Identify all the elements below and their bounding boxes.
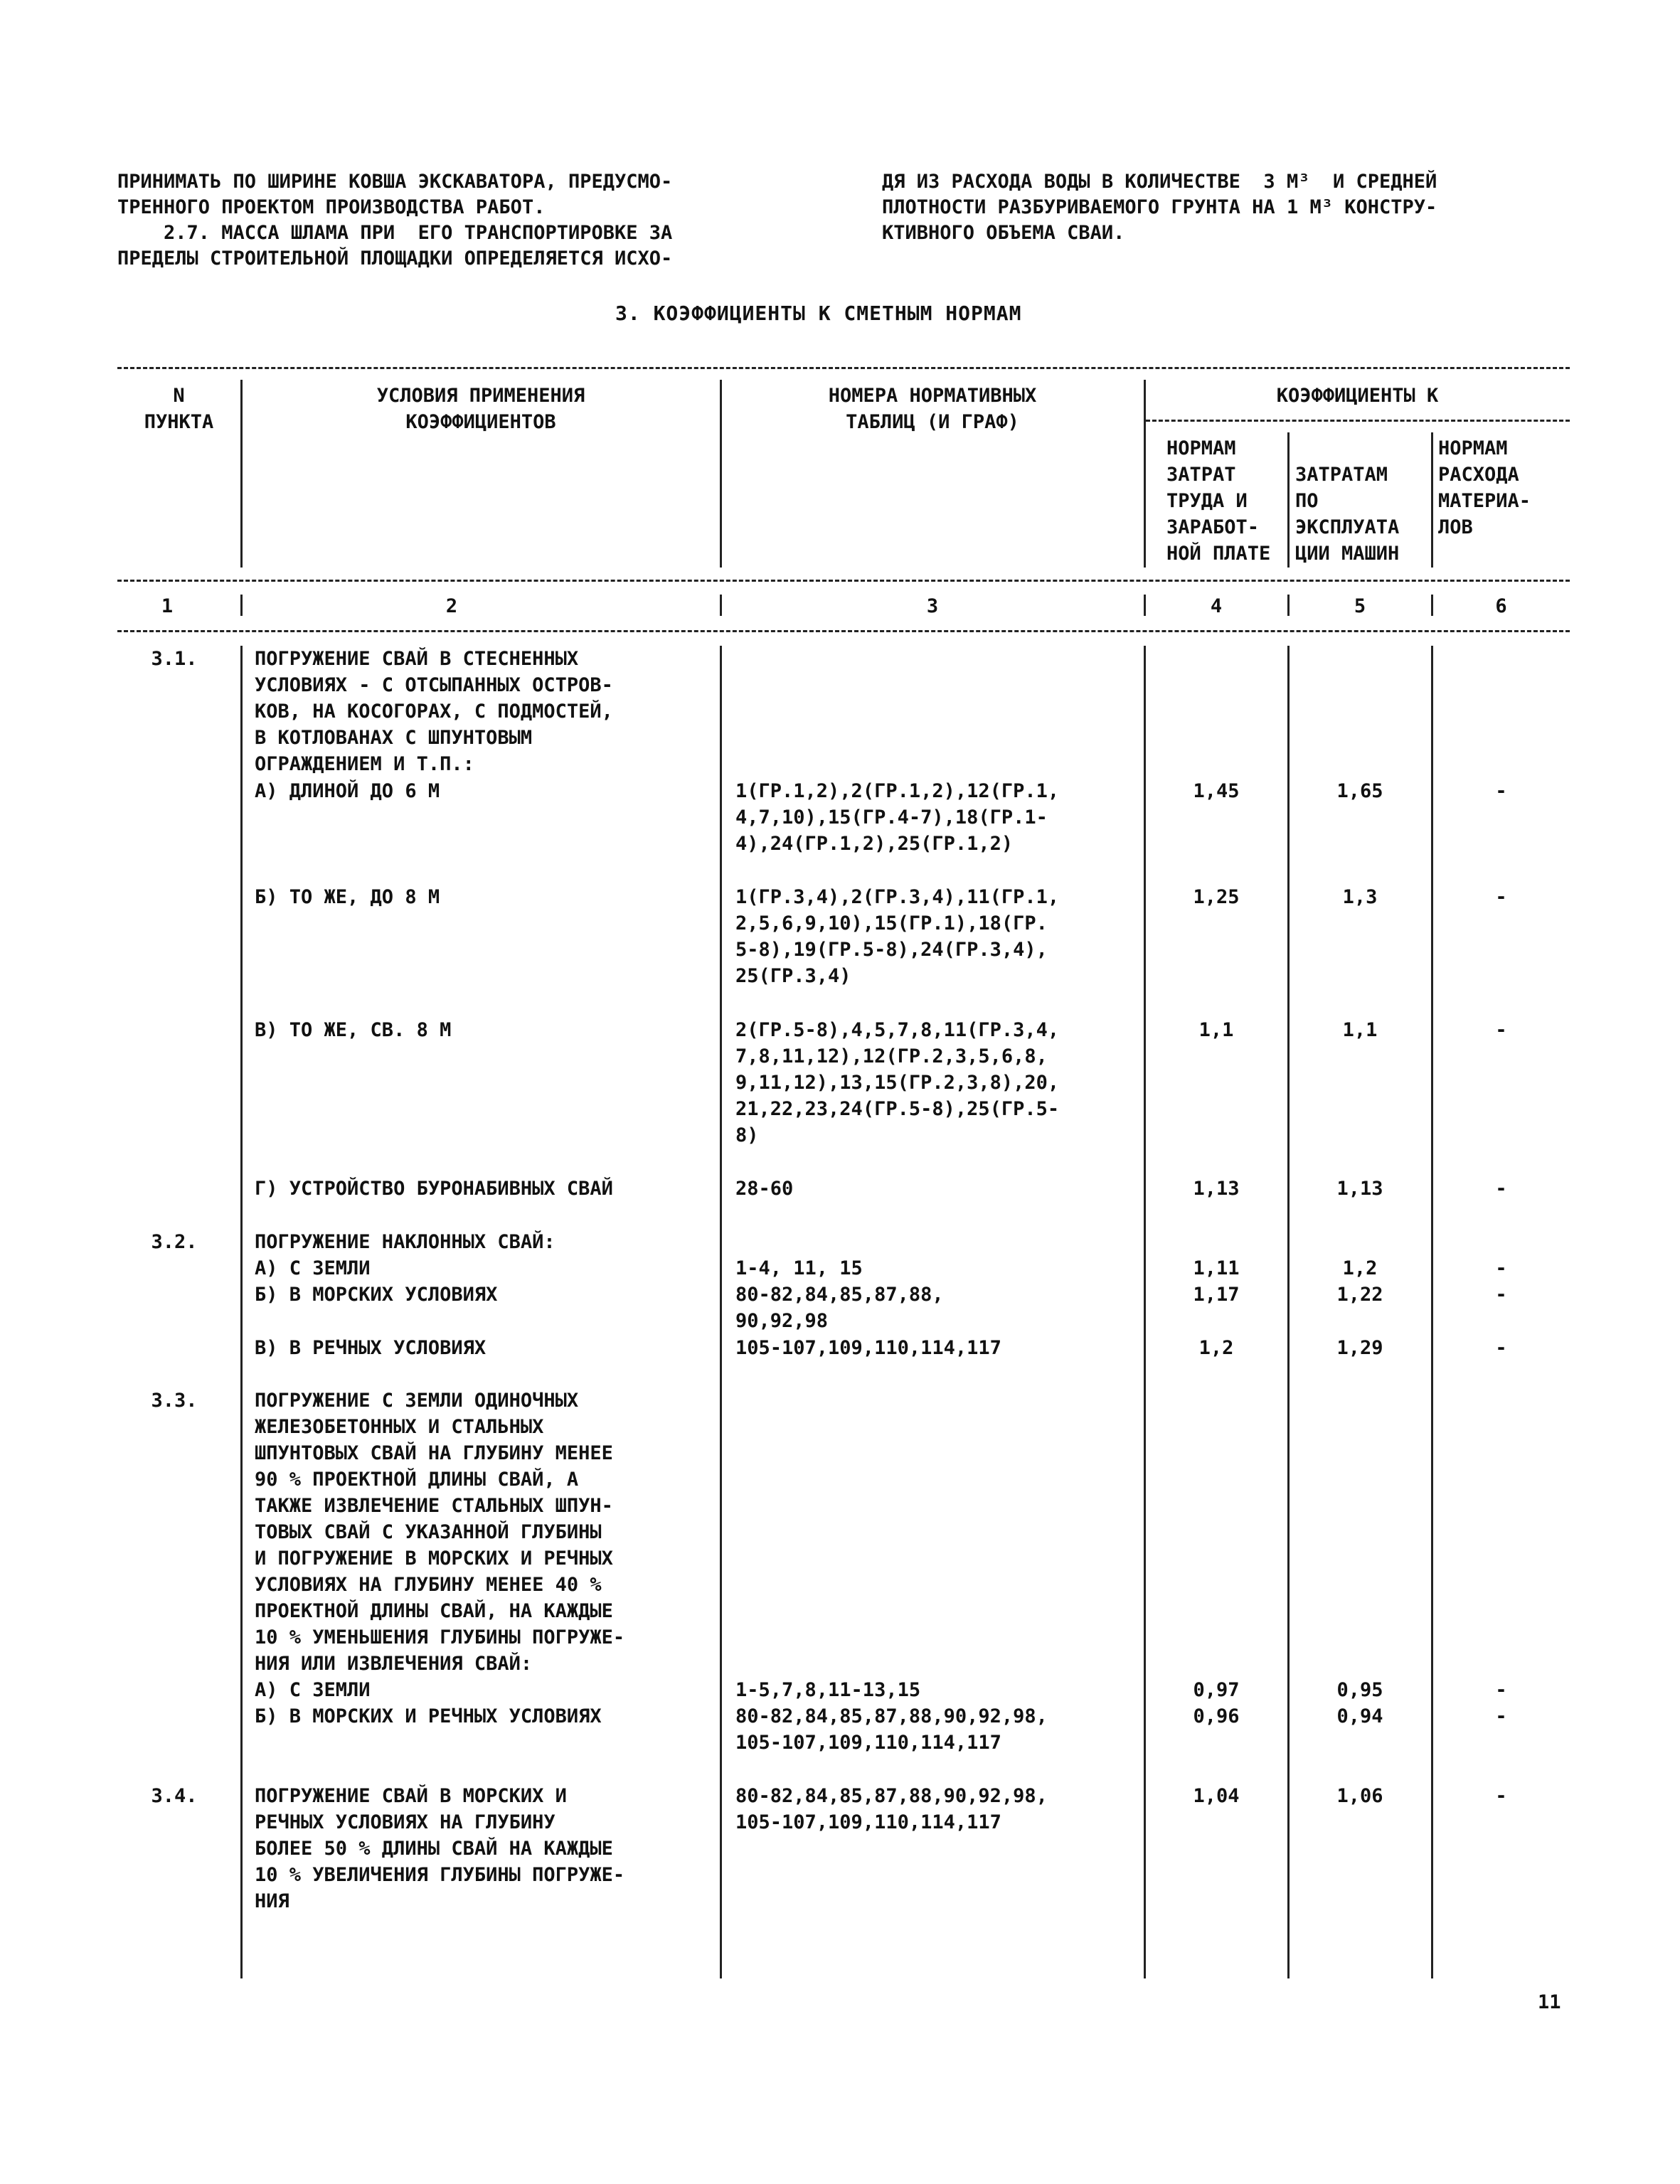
row-tables: 105-107,109,110,114,117 [735,1337,1001,1359]
header-item-number: N ПУНКТА [144,385,214,433]
row-condition: В) ТО ЖЕ, СВ. 8 М [255,1019,452,1041]
body-divider-4 [1287,646,1290,1978]
intro-right-text: ДЯ ИЗ РАСХОДА ВОДЫ В КОЛИЧЕСТВЕ 3 М³ И СРЕДНЕЙ ПЛОТНОСТИ РАЗБУРИВАЕМОГО ГРУНТА НА 1 М³ КОНСТРУ- КТИВНОГО ОБЪЕМА СВАИ. [882,171,1437,244]
row-coef-machines: 1,29 [1336,1337,1383,1359]
body-divider-2 [720,646,722,1978]
intro-left-text: ПРИНИМАТЬ ПО ШИРИНЕ КОВША ЭКСКАВАТОРА, ПРЕДУСМО- ТРЕННОГО ПРОЕКТОМ ПРОИЗВОДСТВА РАБОТ. 2.7. МАССА ШЛАМА ПРИ ЕГО ТРАНСПОРТИРОВКЕ ЗА ПРЕДЕЛЫ СТРОИТЕЛЬНОЙ ПЛОЩАДКИ ОПРЕДЕЛЯЕТСЯ ИСХО- [117,171,673,270]
header-conditions: УСЛОВИЯ ПРИМЕНЕНИЯ КОЭФФИЦИЕНТОВ [376,385,585,433]
row-coef-materials: - [1495,1257,1507,1279]
row-condition: Г) УСТРОЙСТВО БУРОНАБИВНЫХ СВАЙ [255,1178,613,1200]
row-coef-labor: 1,13 [1193,1178,1240,1200]
row-coef-labor: 0,96 [1193,1705,1240,1727]
row-coef-machines: 0,95 [1336,1679,1383,1701]
row-coef-materials: - [1495,1178,1507,1200]
row-condition: В) В РЕЧНЫХ УСЛОВИЯХ [255,1337,487,1359]
row-tables: 80-82,84,85,87,88, 90,92,98 [735,1284,944,1332]
row-coef-materials: - [1495,1785,1507,1807]
column-number-2: 2 [445,595,458,617]
row-condition: А) ДЛИНОЙ ДО 6 М [255,780,440,802]
row-item-number: 3.3. [151,1390,198,1412]
row-coef-machines: 1,06 [1336,1785,1383,1807]
body-divider-5 [1431,646,1433,1978]
row-tables: 1(ГР.1,2),2(ГР.1,2),12(ГР.1, 4,7,10),15(ГР.4-7),18(ГР.1- 4),24(ГР.1,2),25(ГР.1,2) [735,780,1060,855]
body-divider-3 [1144,646,1146,1978]
row-tables: 1-5,7,8,11-13,15 [735,1679,921,1701]
row-condition: ПОГРУЖЕНИЕ СВАЙ В МОРСКИХ И РЕЧНЫХ УСЛОВИЯХ НА ГЛУБИНУ БОЛЕЕ 50 % ДЛИНЫ СВАЙ НА КАЖДЫЕ 10 % УВЕЛИЧЕНИЯ ГЛУБИНЫ ПОГРУЖЕ- НИЯ [255,1785,625,1912]
header-tables: НОМЕРА НОРМАТИВНЫХ ТАБЛИЦ (И ГРАФ) [828,385,1037,433]
row-condition: Б) ТО ЖЕ, ДО 8 М [255,886,440,908]
column-number-6: 6 [1495,595,1507,617]
row-condition: ПОГРУЖЕНИЕ НАКЛОННЫХ СВАЙ: [255,1231,555,1253]
row-coef-labor: 1,11 [1193,1257,1240,1279]
column-number-5: 5 [1354,595,1366,617]
group-header-rule [1146,420,1570,422]
row-condition: Б) В МОРСКИХ УСЛОВИЯХ [255,1284,498,1306]
row-coef-labor: 1,04 [1193,1785,1240,1807]
col-divider-5 [1431,432,1433,568]
row-coef-labor: 1,45 [1193,780,1240,802]
row-item-number: 3.2. [151,1231,198,1253]
row-item-number: 3.1. [151,648,198,670]
row-coef-materials: - [1495,1019,1507,1041]
row-tables: 2(ГР.5-8),4,5,7,8,11(ГР.3,4, 7,8,11,12),12(ГР.2,3,5,6,8, 9,11,12),13,15(ГР.2,3,8),20, 21,22,23,24(ГР.5-8),25(ГР.5- 8) [735,1019,1060,1146]
row-condition: ПОГРУЖЕНИЕ СВАЙ В СТЕСНЕННЫХ УСЛОВИЯХ - С ОТСЫПАННЫХ ОСТРОВ- КОВ, НА КОСОГОРАХ, С ПОДМОСТЕЙ, В КОТЛОВАНАХ С ШПУНТОВЫМ ОГРАЖДЕНИЕМ И Т.П.: [255,648,613,775]
column-number-3: 3 [926,595,939,617]
body-divider-1 [240,646,243,1978]
row-coef-machines: 1,22 [1336,1284,1383,1306]
column-number-4: 4 [1210,595,1223,617]
row-coef-machines: 1,1 [1342,1019,1378,1041]
row-coef-machines: 1,2 [1342,1257,1378,1279]
row-condition: Б) В МОРСКИХ И РЕЧНЫХ УСЛОВИЯХ [255,1705,602,1727]
row-coef-materials: - [1495,1284,1507,1306]
header-material-norms: НОРМАМ РАСХОДА МАТЕРИА- ЛОВ [1438,437,1531,538]
row-coef-machines: 1,13 [1336,1178,1383,1200]
row-coef-machines: 1,65 [1336,780,1383,802]
row-condition: А) С ЗЕМЛИ [255,1679,371,1701]
row-coef-labor: 1,25 [1193,886,1240,908]
header-labor-norms: НОРМАМ ЗАТРАТ ТРУДА И ЗАРАБОТ- НОЙ ПЛАТЕ [1166,437,1271,565]
row-tables: 80-82,84,85,87,88,90,92,98, 105-107,109,110,114,117 [735,1705,1048,1754]
row-tables: 1(ГР.3,4),2(ГР.3,4),11(ГР.1, 2,5,6,9,10),15(ГР.1),18(ГР. 5-8),19(ГР.5-8),24(ГР.3,4), 25(ГР.3,4) [735,886,1060,987]
row-coef-labor: 0,97 [1193,1679,1240,1701]
row-coef-labor: 1,17 [1193,1284,1240,1306]
row-condition: ПОГРУЖЕНИЕ С ЗЕМЛИ ОДИНОЧНЫХ ЖЕЛЕЗОБЕТОННЫХ И СТАЛЬНЫХ ШПУНТОВЫХ СВАЙ НА ГЛУБИНУ МЕНЕЕ 90 % ПРОЕКТНОЙ ДЛИНЫ СВАЙ, А ТАКЖЕ ИЗВЛЕЧЕНИЕ СТАЛЬНЫХ ШПУН- ТОВЫХ СВАЙ С УКАЗАННОЙ ГЛУБИНЫ И ПОГРУЖЕНИЕ В МОРСКИХ И РЕЧНЫХ УСЛОВИЯХ НА ГЛУБИНУ МЕНЕЕ 40 % ПРОЕКТНОЙ ДЛИНЫ СВАЙ, НА КАЖДЫЕ 10 % УМЕНЬШЕНИЯ ГЛУБИНЫ ПОГРУЖЕ- НИЯ ИЛИ ИЗВЛЕЧЕНИЯ СВАЙ: [255,1390,625,1675]
header-machine-costs: ЗАТРАТАМ ПО ЭКСПЛУАТА ЦИИ МАШИН [1295,464,1400,565]
row-coef-materials: - [1495,780,1507,802]
row-coef-machines: 0,94 [1336,1705,1383,1727]
header-coefficients-group: КОЭФФИЦИЕНТЫ К [1276,385,1439,407]
row-tables: 1-4, 11, 15 [735,1257,863,1279]
header-bottom-rule [117,580,1570,582]
column-numbers-rule [117,630,1570,632]
row-coef-materials: - [1495,1679,1507,1701]
row-coef-labor: 1,2 [1198,1337,1234,1359]
row-coef-machines: 1,3 [1342,886,1378,908]
column-number-1: 1 [161,595,174,617]
section-title: 3. КОЭФФИЦИЕНТЫ К СМЕТНЫМ НОРМАМ [615,302,1022,325]
table-top-rule [117,367,1570,369]
row-condition: А) С ЗЕМЛИ [255,1257,371,1279]
page-number: 11 [1538,1991,1561,2013]
row-coef-labor: 1,1 [1198,1019,1234,1041]
row-item-number: 3.4. [151,1785,198,1807]
row-coef-materials: - [1495,1705,1507,1727]
row-coef-materials: - [1495,1337,1507,1359]
row-tables: 28-60 [735,1178,794,1200]
col-divider-4 [1287,432,1290,568]
row-coef-materials: - [1495,886,1507,908]
row-tables: 80-82,84,85,87,88,90,92,98, 105-107,109,110,114,117 [735,1785,1048,1833]
